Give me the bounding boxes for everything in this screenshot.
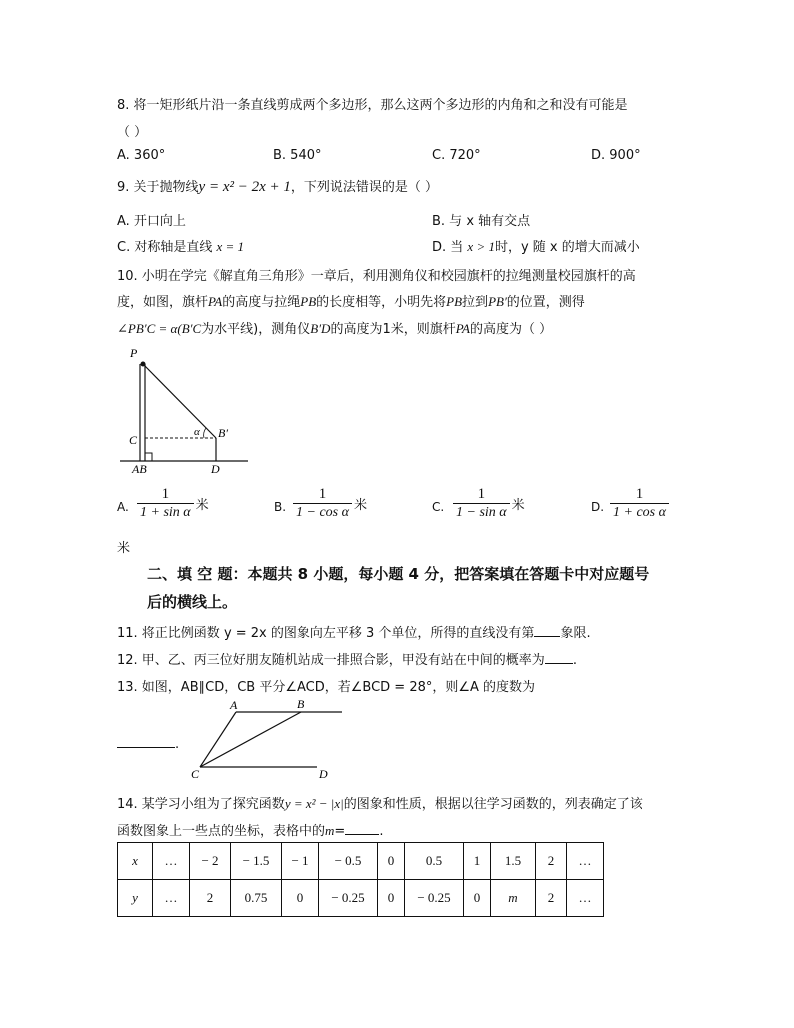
table-cell: 2 [190,880,231,917]
q9-option-d-text2: 时，y 随 x 的增大而减小 [494,240,640,255]
q10-a-den: 1 + sin α [137,503,194,521]
q10-d-num: 1 [635,486,644,502]
q11-before: 11. 将正比例函数 y = 2x 的图象向左平移 3 个单位，所得的直线没有第 [117,626,535,641]
q10-line3-a: 为水平线)，测角仪 [201,322,311,337]
q11-answer-blank[interactable] [534,624,560,637]
q14-line1-b: 的图象和性质，根据以往学习函数的，列表确定了该 [343,797,643,812]
table-row [118,880,604,917]
q10-b-num: 1 [318,486,327,502]
table-row [118,843,604,880]
table-cell: 2 [536,880,567,917]
label-a: A [230,698,238,712]
q14-line2 [117,820,383,839]
label-p: P [130,346,138,360]
q9-stem-after: ，下列说法错误的是（ ） [290,180,439,195]
q9-option-a: A. 开口向上 [117,214,186,229]
q9-option-c-text: C. 对称轴是直线 [117,240,213,255]
q8-option-a: A. 360° [117,148,166,163]
q10-pa2: PA [455,321,470,336]
q9-option-d-text1: D. 当 [432,240,464,255]
q12-before: 12. 甲、乙、丙三位好朋友随机站成一排照合影，甲没有站在中间的概率为 [117,653,545,668]
q14-line1 [117,793,643,812]
q10-option-d-label: D. [591,500,605,514]
table-cell: 0 [282,880,319,917]
q8-stem: 8. 将一矩形纸片沿一条直线剪成两个多边形，那么这两个多边形的内角和之和没有可能是 [117,98,628,113]
table-cell: … [567,880,604,917]
q14-line2-a: 函数图象上一些点的坐标，表格中的 [117,824,326,839]
q10-d-den: 1 + cos α [610,503,669,521]
q10-b-den: 1 − cos α [293,503,352,521]
q13-figure [185,697,345,782]
right-angle-mark [145,453,152,461]
q10-line2-e: 的位置，测得 [506,295,585,310]
label-d: D [211,462,220,476]
q10-line2-d: 拉到 [462,295,489,310]
q8-paren: （ ） [117,125,148,140]
q13-answer-blank[interactable] [117,735,175,748]
table-cell: − 1 [282,843,319,880]
q10-option-b-label: B. [274,500,287,514]
q10-line2-b: 的高度与拉绳 [222,295,301,310]
table-cell: … [153,843,190,880]
q9-option-d [432,236,640,255]
table-cell: − 0.5 [319,843,378,880]
q13-answer [117,735,179,752]
table-cell: 0.5 [405,843,464,880]
q10-a-num: 1 [161,486,170,502]
table-header-x: x [118,843,153,880]
q10-line2 [117,291,585,310]
q13-end: . [175,737,180,752]
q10-option-a-frac [137,486,209,521]
label-b-prime: B′ [218,426,228,440]
q10-bd: B′D [310,321,331,336]
q10-c-den: 1 − sin α [453,503,510,521]
q8-option-b: B. 540° [273,148,322,163]
table-cell: − 0.25 [405,880,464,917]
label-c: C [191,767,200,781]
q10-c-unit: 米 [511,498,525,513]
q10-option-d-frac [610,486,669,521]
section2-heading-line1: 二、填 空 题：本题共 8 小题，每小题 4 分，把答案填在答题卡中对应题号 [147,565,650,583]
q10-line2-c: 的长度相等，小明先将 [316,295,447,310]
q10-b-unit: 米 [353,498,367,513]
q14-function: y = x² − |x| [284,796,344,811]
q14-equals: = [334,824,346,839]
table-cell: − 0.25 [319,880,378,917]
q14-value-table [117,842,604,917]
angle-alpha-arc [204,428,206,438]
table-cell: 0 [378,843,405,880]
table-cell: 2 [536,843,567,880]
table-cell: 1.5 [491,843,536,880]
q10-a-unit: 米 [195,498,209,513]
q10-line3-c: 的高度为（ ） [469,322,553,337]
q10-figure [110,342,260,477]
q10-option-c-label: C. [432,500,445,514]
q11 [117,622,591,641]
q14-end: . [379,824,384,839]
q10-pb2: PB [446,294,463,309]
table-cell: 0.75 [231,880,282,917]
table-cell: − 1.5 [231,843,282,880]
q9-option-b: B. 与 x 轴有交点 [432,214,531,229]
table-cell: − 2 [190,843,231,880]
q10-option-b-frac [293,486,367,521]
table-cell: … [567,843,604,880]
q9-stem-before: 9. 关于抛物线 [117,180,199,195]
q14-answer-blank[interactable] [345,822,379,835]
label-alpha: α [194,426,200,438]
label-d: D [319,767,328,781]
q10-pb3: PB′ [488,294,507,309]
q10-option-a-label: A. [117,500,129,514]
label-c: C [129,433,138,447]
q10-pa: PA [208,294,223,309]
line-bc [200,712,301,767]
q10-pb: PB [300,294,317,309]
q10-trailing-unit: 米 [117,541,131,556]
section2-heading-line2: 后的横线上。 [147,593,238,611]
q10-angle: ∠PB′C = α(B′C [117,321,202,336]
label-b: B [297,697,305,711]
q8-option-d: D. 900° [591,148,641,163]
q12-after: . [572,653,577,668]
q10-line2-a: 度，如图，旗杆 [117,295,209,310]
q8-option-c: C. 720° [432,148,481,163]
line-ac [200,712,236,767]
rope-pb-prime [143,364,216,438]
table-cell: 0 [464,880,491,917]
table-cell: … [153,880,190,917]
q14-line1-a: 14. 某学习小组为了探究函数 [117,797,285,812]
q9-option-d-math: x > 1 [467,239,495,254]
table-cell: 0 [378,880,405,917]
table-cell: m [491,880,536,917]
label-ab: AB [132,462,147,476]
q12 [117,649,577,668]
q10-line3 [117,318,552,337]
q9-formula: y = x² − 2x + 1 [198,179,291,195]
q13-stem: 13. 如图，AB∥CD，CB 平分∠ACD，若∠BCD = 28°，则∠A 的度数为 [117,680,536,695]
q11-after: 象限. [560,626,591,641]
q9-stem [117,176,438,196]
table-header-y: y [118,880,153,917]
q10-option-c-frac [453,486,525,521]
q10-c-num: 1 [477,486,486,502]
q9-option-c-math: x = 1 [216,239,245,254]
q14-m: m [325,823,335,838]
q9-option-c [117,236,244,255]
table-cell: 1 [464,843,491,880]
q10-line1: 10. 小明在学完《解直角三角形》一章后，利用测角仪和校园旗杆的拉绳测量校园旗杆的高 [117,269,636,284]
q12-answer-blank[interactable] [545,651,573,664]
q10-line3-b: 的高度为1米，则旗杆 [330,322,456,337]
